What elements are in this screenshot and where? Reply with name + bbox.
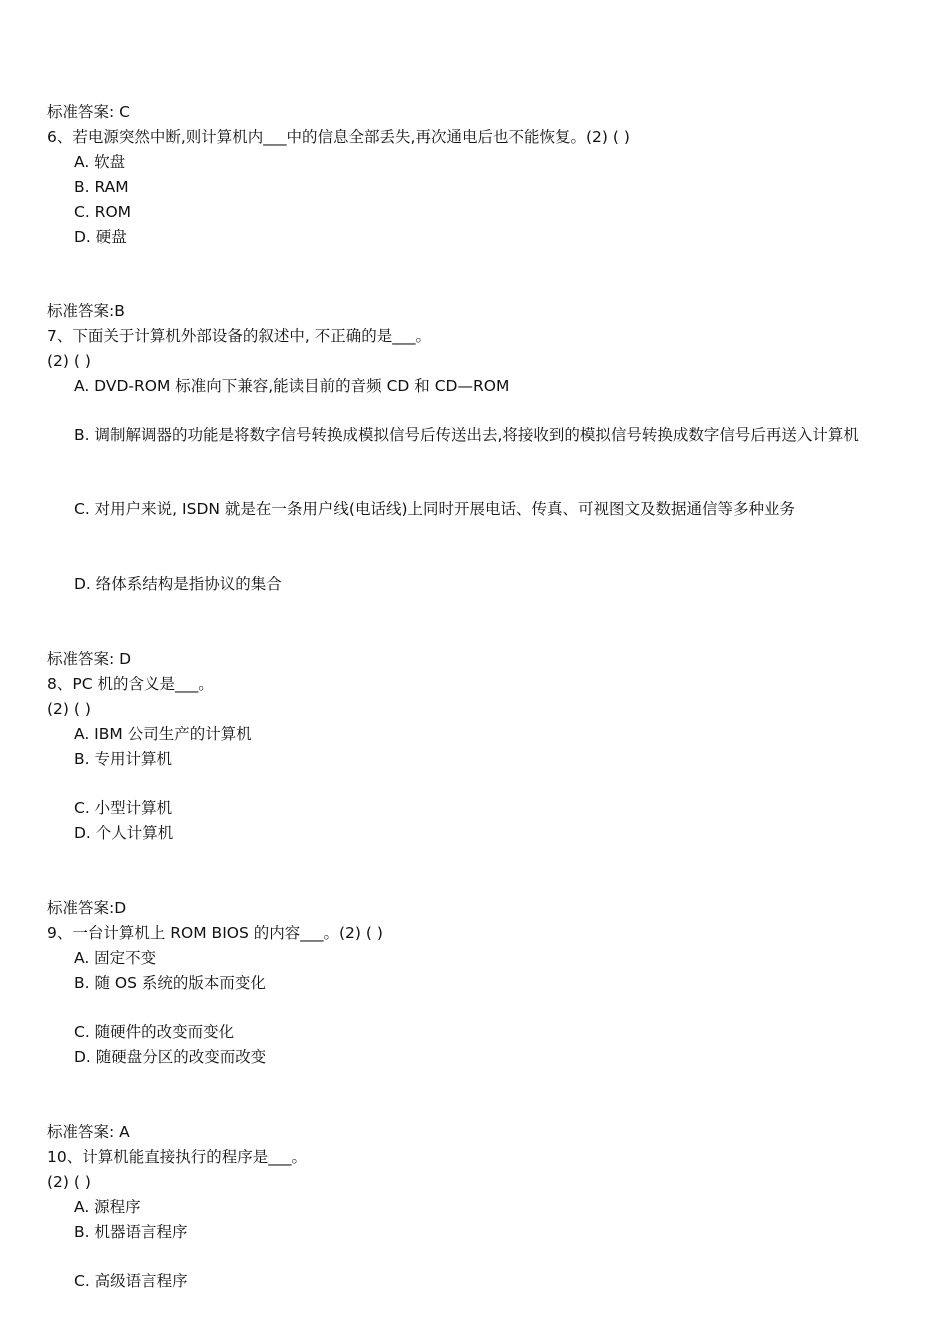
answer-line: 标准答案:D [47,899,127,917]
question-text: 7、下面关于计算机外部设备的叙述中, 不正确的是___。 [47,327,431,345]
question-text: 6、若电源突然中断,则计算机内___中的信息全部丢失,再次通电后也不能恢复。(2) ( ) [47,128,630,146]
answer-line: 标准答案: C [47,103,130,121]
question-text: 10、计算机能直接执行的程序是___。 [47,1148,307,1166]
option-line: C. 高级语言程序 [74,1272,188,1290]
option-line: D. 硬盘 [74,228,127,246]
option-line: B. RAM [74,178,129,196]
option-line: D. 络体系结构是指协议的集合 [74,575,282,593]
option-line: B. 随 OS 系统的版本而变化 [74,974,266,992]
option-line: A. 固定不变 [74,949,157,967]
option-line: C. 小型计算机 [74,799,173,817]
option-line: B. 机器语言程序 [74,1223,188,1241]
question-text: 8、PC 机的含义是___。 [47,675,214,693]
option-line: A. IBM 公司生产的计算机 [74,725,252,743]
answer-line: 标准答案:B [47,302,125,320]
question-score: (2) ( ) [47,352,91,370]
option-line: D. 个人计算机 [74,824,174,842]
option-line: C. ROM [74,203,132,221]
option-line: C. 随硬件的改变而变化 [74,1023,235,1041]
option-line: A. DVD-ROM 标准向下兼容,能读目前的音频 CD 和 CD—ROM [74,377,510,395]
option-line: A. 源程序 [74,1198,141,1216]
answer-line: 标准答案: A [47,1123,130,1141]
question-score: (2) ( ) [47,700,91,718]
answer-line: 标准答案: D [47,650,132,668]
question-text: 9、一台计算机上 ROM BIOS 的内容___。(2) ( ) [47,924,383,942]
option-line: A. 软盘 [74,153,126,171]
option-line: C. 对用户来说, ISDN 就是在一条用户线(电话线)上同时开展电话、传真、可视图文及数据通信等多种业务 [74,500,795,518]
option-line: B. 专用计算机 [74,750,172,768]
question-score: (2) ( ) [47,1173,91,1191]
option-line: B. 调制解调器的功能是将数字信号转换成模拟信号后传送出去,将接收到的模拟信号转换成数字信号后再送入计算机 [74,426,859,444]
option-line: D. 随硬盘分区的改变而改变 [74,1048,267,1066]
